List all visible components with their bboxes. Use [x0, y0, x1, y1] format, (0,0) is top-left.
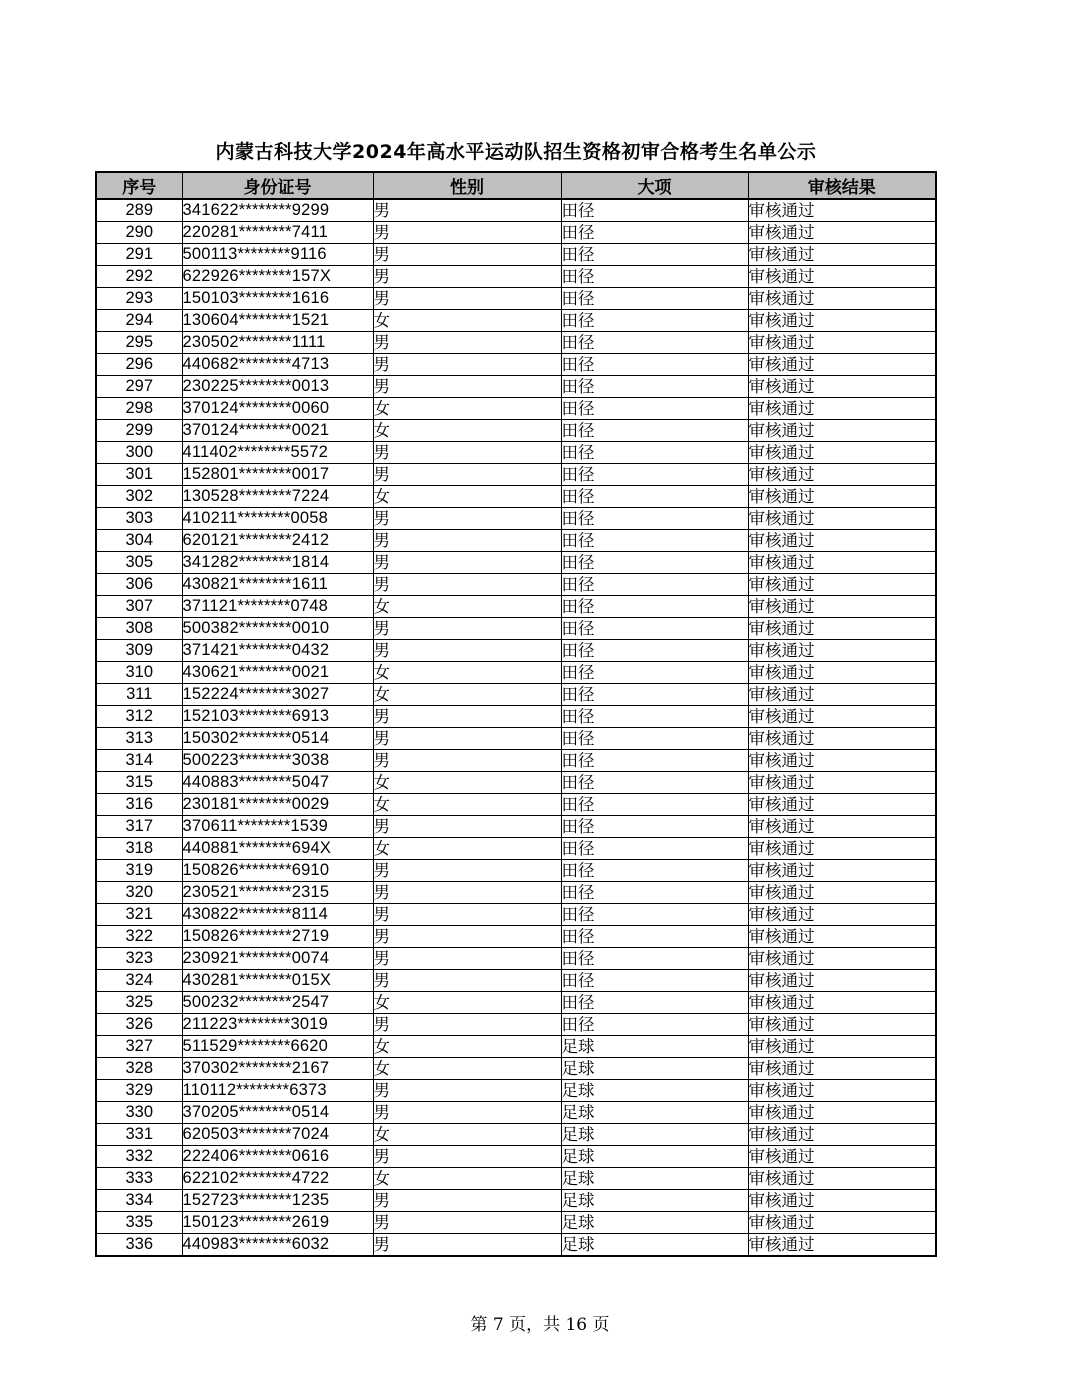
cell-seq: 330 — [96, 1102, 182, 1124]
document-title: 内蒙古科技大学2024年高水平运动队招生资格初审合格考生名单公示 — [215, 141, 817, 163]
cell-id-number: 152103********6913 — [182, 706, 373, 728]
cell-result: 审核通过 — [748, 1168, 936, 1190]
cell-seq: 300 — [96, 442, 182, 464]
cell-gender: 男 — [373, 1190, 561, 1212]
cell-id-number: 411402********5572 — [182, 442, 373, 464]
cell-id-number: 410211********0058 — [182, 508, 373, 530]
table-row — [96, 310, 936, 332]
cell-id-number: 230521********2315 — [182, 882, 373, 904]
cell-seq: 327 — [96, 1036, 182, 1058]
cell-id-number: 370124********0021 — [182, 420, 373, 442]
candidate-table — [95, 171, 937, 1257]
table-row — [96, 596, 936, 618]
cell-seq: 298 — [96, 398, 182, 420]
cell-event: 田径 — [561, 706, 748, 728]
cell-result: 审核通过 — [748, 992, 936, 1014]
cell-id-number: 150302********0514 — [182, 728, 373, 750]
cell-gender: 女 — [373, 1124, 561, 1146]
cell-seq: 306 — [96, 574, 182, 596]
cell-event: 田径 — [561, 816, 748, 838]
cell-id-number: 220281********7411 — [182, 222, 373, 244]
cell-result: 审核通过 — [748, 772, 936, 794]
cell-event: 足球 — [561, 1058, 748, 1080]
cell-seq: 297 — [96, 376, 182, 398]
cell-id-number: 150103********1616 — [182, 288, 373, 310]
cell-event: 足球 — [561, 1168, 748, 1190]
cell-id-number: 370205********0514 — [182, 1102, 373, 1124]
cell-event: 田径 — [561, 442, 748, 464]
cell-result: 审核通过 — [748, 750, 936, 772]
cell-seq: 294 — [96, 310, 182, 332]
cell-gender: 男 — [373, 618, 561, 640]
cell-gender: 男 — [373, 750, 561, 772]
cell-gender: 女 — [373, 1036, 561, 1058]
cell-result: 审核通过 — [748, 266, 936, 288]
cell-seq: 307 — [96, 596, 182, 618]
cell-id-number: 152224********3027 — [182, 684, 373, 706]
cell-gender: 男 — [373, 1234, 561, 1257]
cell-gender: 男 — [373, 882, 561, 904]
table-row — [96, 354, 936, 376]
table-row — [96, 199, 936, 222]
cell-seq: 317 — [96, 816, 182, 838]
table-row — [96, 860, 936, 882]
cell-gender: 女 — [373, 838, 561, 860]
cell-seq: 323 — [96, 948, 182, 970]
cell-id-number: 370124********0060 — [182, 398, 373, 420]
cell-result: 审核通过 — [748, 376, 936, 398]
cell-event: 足球 — [561, 1036, 748, 1058]
table-row — [96, 1146, 936, 1168]
cell-event: 足球 — [561, 1234, 748, 1257]
cell-seq: 289 — [96, 199, 182, 222]
table-row — [96, 222, 936, 244]
cell-result: 审核通过 — [748, 508, 936, 530]
table-header — [96, 172, 936, 199]
cell-id-number: 150826********2719 — [182, 926, 373, 948]
cell-event: 田径 — [561, 882, 748, 904]
cell-gender: 女 — [373, 1168, 561, 1190]
cell-gender: 男 — [373, 332, 561, 354]
cell-id-number: 430281********015X — [182, 970, 373, 992]
cell-seq: 333 — [96, 1168, 182, 1190]
cell-seq: 299 — [96, 420, 182, 442]
cell-result: 审核通过 — [748, 662, 936, 684]
cell-id-number: 150123********2619 — [182, 1212, 373, 1234]
cell-seq: 334 — [96, 1190, 182, 1212]
cell-gender: 男 — [373, 1212, 561, 1234]
table-row — [96, 508, 936, 530]
cell-gender: 男 — [373, 904, 561, 926]
cell-result: 审核通过 — [748, 574, 936, 596]
table-row — [96, 1036, 936, 1058]
cell-gender: 男 — [373, 442, 561, 464]
header-event: 大项 — [561, 172, 748, 199]
cell-gender: 男 — [373, 376, 561, 398]
cell-id-number: 620503********7024 — [182, 1124, 373, 1146]
cell-seq: 315 — [96, 772, 182, 794]
table-row — [96, 442, 936, 464]
cell-result: 审核通过 — [748, 398, 936, 420]
cell-gender: 男 — [373, 288, 561, 310]
cell-event: 田径 — [561, 948, 748, 970]
table-row — [96, 926, 936, 948]
cell-result: 审核通过 — [748, 1058, 936, 1080]
cell-seq: 335 — [96, 1212, 182, 1234]
table-row — [96, 332, 936, 354]
cell-id-number: 230181********0029 — [182, 794, 373, 816]
cell-gender: 男 — [373, 508, 561, 530]
cell-event: 田径 — [561, 530, 748, 552]
cell-id-number: 230921********0074 — [182, 948, 373, 970]
table-row — [96, 398, 936, 420]
header-gender: 性别 — [373, 172, 561, 199]
cell-result: 审核通过 — [748, 618, 936, 640]
cell-event: 田径 — [561, 618, 748, 640]
header-id-number: 身份证号 — [182, 172, 373, 199]
cell-result: 审核通过 — [748, 706, 936, 728]
table-row — [96, 530, 936, 552]
cell-gender: 男 — [373, 552, 561, 574]
cell-id-number: 370302********2167 — [182, 1058, 373, 1080]
cell-seq: 312 — [96, 706, 182, 728]
cell-event: 田径 — [561, 838, 748, 860]
cell-gender: 女 — [373, 772, 561, 794]
cell-seq: 324 — [96, 970, 182, 992]
table-row — [96, 244, 936, 266]
table-row — [96, 288, 936, 310]
table-row — [96, 420, 936, 442]
cell-event: 田径 — [561, 376, 748, 398]
cell-event: 田径 — [561, 750, 748, 772]
table-row — [96, 662, 936, 684]
cell-seq: 326 — [96, 1014, 182, 1036]
cell-result: 审核通过 — [748, 464, 936, 486]
cell-seq: 305 — [96, 552, 182, 574]
table-row — [96, 1168, 936, 1190]
cell-result: 审核通过 — [748, 288, 936, 310]
cell-id-number: 152723********1235 — [182, 1190, 373, 1212]
cell-result: 审核通过 — [748, 1036, 936, 1058]
cell-id-number: 150826********6910 — [182, 860, 373, 882]
cell-gender: 男 — [373, 926, 561, 948]
cell-id-number: 430621********0021 — [182, 662, 373, 684]
table-row — [96, 838, 936, 860]
cell-result: 审核通过 — [748, 1234, 936, 1257]
cell-result: 审核通过 — [748, 486, 936, 508]
cell-result: 审核通过 — [748, 1190, 936, 1212]
cell-id-number: 341282********1814 — [182, 552, 373, 574]
cell-result: 审核通过 — [748, 442, 936, 464]
cell-id-number: 440883********5047 — [182, 772, 373, 794]
cell-seq: 319 — [96, 860, 182, 882]
cell-event: 田径 — [561, 222, 748, 244]
cell-event: 田径 — [561, 354, 748, 376]
cell-event: 足球 — [561, 1146, 748, 1168]
header-seq: 序号 — [96, 172, 182, 199]
table-row — [96, 750, 936, 772]
table-row — [96, 1102, 936, 1124]
table-row — [96, 970, 936, 992]
table-row — [96, 486, 936, 508]
cell-event: 田径 — [561, 662, 748, 684]
cell-seq: 308 — [96, 618, 182, 640]
cell-result: 审核通过 — [748, 354, 936, 376]
cell-event: 田径 — [561, 728, 748, 750]
table-row — [96, 1124, 936, 1146]
cell-gender: 男 — [373, 1080, 561, 1102]
cell-seq: 313 — [96, 728, 182, 750]
cell-result: 审核通过 — [748, 970, 936, 992]
cell-result: 审核通过 — [748, 1124, 936, 1146]
cell-seq: 318 — [96, 838, 182, 860]
cell-seq: 332 — [96, 1146, 182, 1168]
cell-result: 审核通过 — [748, 420, 936, 442]
table-row — [96, 464, 936, 486]
cell-event: 田径 — [561, 244, 748, 266]
cell-event: 田径 — [561, 794, 748, 816]
cell-gender: 男 — [373, 199, 561, 222]
cell-gender: 女 — [373, 684, 561, 706]
cell-event: 田径 — [561, 552, 748, 574]
cell-event: 足球 — [561, 1080, 748, 1102]
cell-result: 审核通过 — [748, 948, 936, 970]
cell-event: 田径 — [561, 1014, 748, 1036]
table-row — [96, 376, 936, 398]
cell-id-number: 430821********1611 — [182, 574, 373, 596]
cell-id-number: 440881********694X — [182, 838, 373, 860]
cell-gender: 男 — [373, 222, 561, 244]
cell-result: 审核通过 — [748, 882, 936, 904]
cell-seq: 331 — [96, 1124, 182, 1146]
table-row — [96, 552, 936, 574]
header-result: 审核结果 — [748, 172, 936, 199]
cell-gender: 男 — [373, 970, 561, 992]
cell-id-number: 500113********9116 — [182, 244, 373, 266]
table-row — [96, 882, 936, 904]
cell-result: 审核通过 — [748, 794, 936, 816]
cell-seq: 291 — [96, 244, 182, 266]
cell-event: 足球 — [561, 1102, 748, 1124]
cell-seq: 329 — [96, 1080, 182, 1102]
cell-seq: 302 — [96, 486, 182, 508]
cell-id-number: 130604********1521 — [182, 310, 373, 332]
cell-event: 田径 — [561, 772, 748, 794]
cell-id-number: 620121********2412 — [182, 530, 373, 552]
cell-result: 审核通过 — [748, 926, 936, 948]
cell-event: 足球 — [561, 1190, 748, 1212]
cell-event: 田径 — [561, 288, 748, 310]
cell-gender: 女 — [373, 1058, 561, 1080]
cell-gender: 女 — [373, 794, 561, 816]
cell-seq: 293 — [96, 288, 182, 310]
cell-gender: 女 — [373, 398, 561, 420]
cell-event: 田径 — [561, 926, 748, 948]
cell-id-number: 430822********8114 — [182, 904, 373, 926]
cell-id-number: 500232********2547 — [182, 992, 373, 1014]
cell-result: 审核通过 — [748, 640, 936, 662]
cell-seq: 325 — [96, 992, 182, 1014]
cell-event: 田径 — [561, 199, 748, 222]
cell-result: 审核通过 — [748, 816, 936, 838]
cell-result: 审核通过 — [748, 1212, 936, 1234]
cell-event: 田径 — [561, 596, 748, 618]
table-row — [96, 1234, 936, 1257]
cell-event: 田径 — [561, 420, 748, 442]
table-row — [96, 904, 936, 926]
table-row — [96, 1080, 936, 1102]
cell-seq: 320 — [96, 882, 182, 904]
cell-id-number: 500382********0010 — [182, 618, 373, 640]
cell-gender: 男 — [373, 706, 561, 728]
table-row — [96, 992, 936, 1014]
cell-seq: 328 — [96, 1058, 182, 1080]
table-row — [96, 706, 936, 728]
cell-gender: 女 — [373, 992, 561, 1014]
cell-event: 足球 — [561, 1212, 748, 1234]
table-row — [96, 640, 936, 662]
cell-gender: 男 — [373, 1014, 561, 1036]
cell-seq: 303 — [96, 508, 182, 530]
cell-result: 审核通过 — [748, 860, 936, 882]
cell-event: 田径 — [561, 310, 748, 332]
cell-result: 审核通过 — [748, 904, 936, 926]
cell-gender: 女 — [373, 662, 561, 684]
cell-seq: 290 — [96, 222, 182, 244]
cell-result: 审核通过 — [748, 332, 936, 354]
cell-event: 田径 — [561, 992, 748, 1014]
cell-event: 田径 — [561, 640, 748, 662]
cell-id-number: 511529********6620 — [182, 1036, 373, 1058]
cell-result: 审核通过 — [748, 1102, 936, 1124]
cell-gender: 男 — [373, 948, 561, 970]
cell-id-number: 211223********3019 — [182, 1014, 373, 1036]
cell-gender: 男 — [373, 1146, 561, 1168]
cell-event: 田径 — [561, 684, 748, 706]
cell-seq: 309 — [96, 640, 182, 662]
cell-event: 田径 — [561, 574, 748, 596]
table-row — [96, 1190, 936, 1212]
cell-seq: 314 — [96, 750, 182, 772]
cell-id-number: 230225********0013 — [182, 376, 373, 398]
cell-id-number: 341622********9299 — [182, 199, 373, 222]
cell-id-number: 222406********0616 — [182, 1146, 373, 1168]
cell-id-number: 371421********0432 — [182, 640, 373, 662]
cell-result: 审核通过 — [748, 684, 936, 706]
cell-gender: 男 — [373, 816, 561, 838]
table-row — [96, 1058, 936, 1080]
table-row — [96, 266, 936, 288]
cell-event: 田径 — [561, 398, 748, 420]
cell-gender: 女 — [373, 310, 561, 332]
cell-gender: 男 — [373, 860, 561, 882]
table-body — [96, 199, 936, 1256]
header-row — [96, 172, 936, 199]
cell-event: 田径 — [561, 266, 748, 288]
table-row — [96, 1014, 936, 1036]
cell-id-number: 500223********3038 — [182, 750, 373, 772]
cell-result: 审核通过 — [748, 728, 936, 750]
cell-gender: 女 — [373, 486, 561, 508]
cell-id-number: 152801********0017 — [182, 464, 373, 486]
cell-gender: 男 — [373, 244, 561, 266]
table-row — [96, 1212, 936, 1234]
cell-result: 审核通过 — [748, 1146, 936, 1168]
cell-id-number: 370611********1539 — [182, 816, 373, 838]
cell-gender: 男 — [373, 728, 561, 750]
cell-gender: 男 — [373, 530, 561, 552]
table-row — [96, 948, 936, 970]
cell-result: 审核通过 — [748, 1014, 936, 1036]
cell-gender: 男 — [373, 266, 561, 288]
cell-seq: 310 — [96, 662, 182, 684]
cell-gender: 男 — [373, 354, 561, 376]
table-row — [96, 574, 936, 596]
cell-result: 审核通过 — [748, 244, 936, 266]
table-row — [96, 728, 936, 750]
cell-event: 田径 — [561, 332, 748, 354]
cell-seq: 296 — [96, 354, 182, 376]
cell-seq: 292 — [96, 266, 182, 288]
table-row — [96, 684, 936, 706]
cell-seq: 322 — [96, 926, 182, 948]
cell-gender: 女 — [373, 420, 561, 442]
cell-gender: 男 — [373, 1102, 561, 1124]
cell-seq: 311 — [96, 684, 182, 706]
table-row — [96, 618, 936, 640]
table-row — [96, 772, 936, 794]
cell-id-number: 230502********1111 — [182, 332, 373, 354]
cell-id-number: 622926********157X — [182, 266, 373, 288]
cell-event: 田径 — [561, 486, 748, 508]
cell-seq: 336 — [96, 1234, 182, 1257]
cell-result: 审核通过 — [748, 310, 936, 332]
cell-gender: 男 — [373, 464, 561, 486]
cell-result: 审核通过 — [748, 1080, 936, 1102]
cell-id-number: 440983********6032 — [182, 1234, 373, 1257]
cell-seq: 321 — [96, 904, 182, 926]
cell-event: 田径 — [561, 970, 748, 992]
cell-id-number: 622102********4722 — [182, 1168, 373, 1190]
cell-event: 田径 — [561, 464, 748, 486]
cell-seq: 295 — [96, 332, 182, 354]
cell-id-number: 371121********0748 — [182, 596, 373, 618]
cell-result: 审核通过 — [748, 530, 936, 552]
page-footer: 第 7 页，共 16 页 — [470, 1315, 610, 1335]
cell-id-number: 110112********6373 — [182, 1080, 373, 1102]
cell-gender: 男 — [373, 574, 561, 596]
cell-result: 审核通过 — [748, 222, 936, 244]
cell-result: 审核通过 — [748, 199, 936, 222]
table-row — [96, 816, 936, 838]
table-row — [96, 794, 936, 816]
cell-gender: 女 — [373, 596, 561, 618]
cell-seq: 316 — [96, 794, 182, 816]
cell-id-number: 130528********7224 — [182, 486, 373, 508]
cell-result: 审核通过 — [748, 838, 936, 860]
cell-event: 田径 — [561, 904, 748, 926]
cell-seq: 304 — [96, 530, 182, 552]
cell-result: 审核通过 — [748, 552, 936, 574]
cell-seq: 301 — [96, 464, 182, 486]
cell-gender: 男 — [373, 640, 561, 662]
cell-id-number: 440682********4713 — [182, 354, 373, 376]
cell-event: 足球 — [561, 1124, 748, 1146]
cell-result: 审核通过 — [748, 596, 936, 618]
cell-event: 田径 — [561, 860, 748, 882]
cell-event: 田径 — [561, 508, 748, 530]
